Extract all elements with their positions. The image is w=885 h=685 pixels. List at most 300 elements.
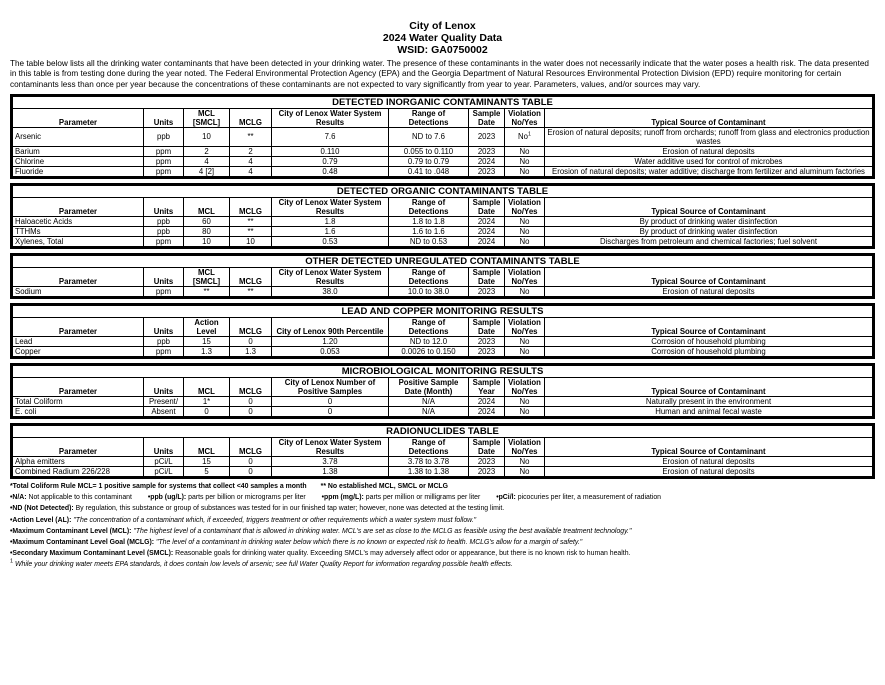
cell-date	[469, 166, 505, 176]
cell-param	[13, 336, 144, 346]
column-header: Typical Source of Contaminant	[545, 267, 873, 286]
cell-violation	[505, 286, 545, 296]
table-caption: OTHER DETECTED UNREGULATED CONTAMINANTS TABLE	[13, 255, 873, 267]
column-header: City of Lenox Water System Results	[272, 197, 389, 216]
cell-value: Water additive used for control of microbes	[634, 156, 783, 166]
cell-param	[13, 216, 144, 226]
table-caption: DETECTED ORGANIC CONTAMINANTS TABLE	[13, 185, 873, 197]
cell-violation	[505, 146, 545, 156]
ppm-term: •ppm (mg/L):	[321, 494, 364, 502]
column-header: MCL [SMCL]	[184, 108, 230, 127]
intro-paragraph: The table below lists all the drinking water contaminants that have been detected in your drinking water. The presence of these contaminants in the water does not necessarily indicate that the water poses a health risk. The data presented in this table is from testing done during the year noted. The Federal Environmental Protection Agency (EPA) and the Georgia Department of Natural Resources Environmental Protection Division (EPD) require monitoring for certain contaminants less than once per year because the concentrations of these contaminants are not expected to vary significantly from year to year. Parameters, values, and/or sources may vary.	[10, 59, 869, 89]
cell-param	[13, 166, 144, 176]
cell-mclg	[230, 236, 272, 246]
cell-result	[272, 236, 389, 246]
cell-param	[13, 346, 144, 356]
cell-value: ND to 12.0	[409, 336, 448, 346]
cell-value: 2024	[477, 396, 496, 406]
cell-value: 0.79 to 0.79	[407, 156, 450, 166]
cell-mclg	[230, 156, 272, 166]
cell-param	[13, 396, 144, 406]
footnote-reference: 1	[527, 131, 532, 138]
cell-value: 1.3	[245, 346, 256, 356]
cell-param	[13, 127, 144, 146]
column-header: Violation No/Yes	[505, 437, 545, 456]
cell-mclg	[230, 346, 272, 356]
cell-result	[272, 336, 389, 346]
cell-value: ND to 7.6	[412, 132, 445, 142]
column-header: Parameter	[13, 197, 144, 216]
cell-range	[389, 226, 469, 236]
cell-date	[469, 156, 505, 166]
cell-mclg	[230, 146, 272, 156]
data-table	[12, 96, 873, 177]
column-header: City of Lenox 90th Percentile	[272, 317, 389, 336]
cell-value: 1.38	[322, 466, 338, 476]
coliform-rule-note: *Total Coliform Rule MCL= 1 positive sample for systems that collect <40 samples a month	[10, 482, 307, 490]
cell-value: 0.055 to 0.110	[403, 146, 454, 156]
table-row	[13, 456, 873, 466]
column-header: Violation No/Yes	[505, 197, 545, 216]
cell-value: 0	[248, 456, 253, 466]
cell-value: Lead	[15, 336, 33, 346]
cell-value: 3.78 to 3.78	[407, 456, 450, 466]
cell-violation	[505, 346, 545, 356]
cell-value: 4	[248, 166, 253, 176]
cell-range	[389, 156, 469, 166]
ppm-definition: parts per million or milligrams per liter	[363, 494, 481, 502]
cell-value: Erosion of natural deposits; water additive; discharge from fertilizer and aluminum factories	[552, 166, 865, 176]
column-header: Sample Date	[469, 197, 505, 216]
cell-date	[469, 346, 505, 356]
pci-definition: picocuries per liter, a measurement of radiation	[515, 494, 661, 502]
cell-value: No	[519, 406, 530, 416]
cell-value: 2024	[477, 406, 496, 416]
cell-value: No	[519, 236, 530, 246]
table-row	[13, 406, 873, 416]
cell-value: 0.110	[320, 146, 340, 156]
table-row	[13, 216, 873, 226]
cell-units	[144, 146, 184, 156]
cell-units	[144, 336, 184, 346]
cell-result	[272, 166, 389, 176]
cell-mcl	[184, 346, 230, 356]
footnote-mark: 1	[10, 559, 14, 566]
column-header: Typical Source of Contaminant	[545, 197, 873, 216]
cell-value: ppb	[156, 336, 170, 346]
cell-result	[272, 456, 389, 466]
cell-mclg	[230, 127, 272, 146]
cell-value: 0	[248, 466, 253, 476]
cell-result	[272, 216, 389, 226]
cell-units	[144, 346, 184, 356]
cell-mcl	[184, 216, 230, 226]
cell-units	[144, 226, 184, 236]
column-header: City of Lenox Water System Results	[272, 437, 389, 456]
cell-violation	[505, 166, 545, 176]
cell-value: Sodium	[15, 286, 42, 296]
column-header: Units	[144, 317, 184, 336]
mcl-term: •Maximum Contaminant Level (MCL):	[10, 527, 132, 535]
cell-source	[545, 127, 873, 146]
cell-value: No	[519, 146, 530, 156]
column-header: Units	[144, 197, 184, 216]
cell-value: 1*	[202, 396, 211, 406]
data-table	[12, 305, 873, 357]
cell-range	[389, 286, 469, 296]
cell-value: 1.3	[201, 346, 212, 356]
cell-violation	[505, 456, 545, 466]
contaminant-table	[10, 303, 875, 359]
cell-value: 38.0	[322, 286, 338, 296]
data-table	[12, 185, 873, 247]
cell-value: 0	[248, 406, 253, 416]
cell-value: **	[247, 216, 254, 226]
cell-mclg	[230, 336, 272, 346]
contaminant-table	[10, 183, 875, 249]
cell-value: 80	[202, 226, 211, 236]
header-row	[13, 377, 873, 396]
cell-value: 4	[248, 156, 253, 166]
al-definition: "The concentration of a contaminant which, if exceeded, triggers treatment or other requirements which a water system must follow."	[71, 516, 477, 524]
cell-value: 4 [2]	[198, 166, 215, 176]
cell-param	[13, 146, 144, 156]
cell-date	[469, 146, 505, 156]
cell-range	[389, 236, 469, 246]
cell-value: 2023	[477, 336, 496, 346]
column-header: MCL	[184, 437, 230, 456]
cell-result	[272, 146, 389, 156]
cell-value: 0.053	[320, 346, 340, 356]
cell-param	[13, 226, 144, 236]
cell-value: 4	[204, 156, 209, 166]
cell-value: No	[519, 226, 530, 236]
table-row	[13, 226, 873, 236]
cell-value: 1.20	[322, 336, 338, 346]
column-header: Parameter	[13, 317, 144, 336]
cell-mcl	[184, 166, 230, 176]
cell-date	[469, 216, 505, 226]
contaminant-table	[10, 363, 875, 419]
table-row	[13, 166, 873, 176]
cell-mclg	[230, 466, 272, 476]
cell-result	[272, 396, 389, 406]
cell-value: Erosion of natural deposits	[662, 146, 755, 156]
cell-date	[469, 406, 505, 416]
cell-value: 2023	[477, 286, 496, 296]
cell-units	[144, 156, 184, 166]
cell-value: **	[203, 286, 210, 296]
cell-value: Alpha emitters	[15, 456, 65, 466]
title-line-report: 2024 Water Quality Data	[382, 32, 503, 44]
cell-value: No	[517, 132, 528, 142]
header-row	[13, 317, 873, 336]
column-header: Typical Source of Contaminant	[545, 317, 873, 336]
column-header: MCLG	[230, 108, 272, 127]
column-header: MCLG	[230, 317, 272, 336]
cell-value: 2024	[477, 156, 496, 166]
cell-value: Human and animal fecal waste	[655, 406, 762, 416]
cell-value: ppm	[155, 236, 172, 246]
cell-units	[144, 166, 184, 176]
column-header: Typical Source of Contaminant	[545, 108, 873, 127]
cell-range	[389, 146, 469, 156]
cell-value: 10.0 to 38.0	[407, 286, 450, 296]
column-header: Violation No/Yes	[505, 108, 545, 127]
cell-violation	[505, 127, 545, 146]
cell-value: Fluoride	[15, 166, 44, 176]
cell-value: 5	[204, 466, 209, 476]
cell-value: 2023	[477, 132, 496, 142]
cell-mcl	[184, 456, 230, 466]
cell-value: By product of drinking water disinfection	[639, 216, 778, 226]
cell-mcl	[184, 396, 230, 406]
cell-value: 0.53	[322, 236, 338, 246]
cell-violation	[505, 396, 545, 406]
cell-result	[272, 226, 389, 236]
cell-range	[389, 406, 469, 416]
table-row	[13, 127, 873, 146]
cell-value: N/A	[422, 396, 435, 406]
note-nd	[10, 503, 875, 514]
cell-value: N/A	[422, 406, 435, 416]
cell-value: Erosion of natural deposits	[662, 456, 755, 466]
column-header: Range of Detections	[389, 317, 469, 336]
cell-value: Total Coliform	[15, 396, 63, 406]
table-caption: DETECTED INORGANIC CONTAMINANTS TABLE	[13, 96, 873, 108]
cell-source	[545, 146, 873, 156]
cell-source	[545, 346, 873, 356]
cell-value: 0	[248, 396, 253, 406]
cell-value: 0	[204, 406, 209, 416]
cell-param	[13, 236, 144, 246]
cell-value: 15	[202, 336, 211, 346]
cell-param	[13, 156, 144, 166]
cell-value: No	[519, 286, 530, 296]
no-established-note: ** No established MCL, SMCL or MCLG	[320, 482, 448, 490]
table-row	[13, 336, 873, 346]
column-header: City of Lenox Water System Results	[272, 108, 389, 127]
cell-value: 2024	[477, 236, 496, 246]
column-header: Units	[144, 108, 184, 127]
ppb-term: •ppb (ug/L):	[147, 494, 187, 502]
cell-param	[13, 456, 144, 466]
cell-mclg	[230, 456, 272, 466]
cell-param	[13, 466, 144, 476]
cell-source	[545, 466, 873, 476]
cell-violation	[505, 336, 545, 346]
column-header: MCL	[184, 377, 230, 396]
cell-value: ppb	[156, 226, 170, 236]
cell-value: No	[519, 336, 530, 346]
cell-value: 1.8 to 1.8	[412, 216, 445, 226]
cell-value: pCi/L	[154, 456, 173, 466]
na-definition: Not applicable to this contaminant	[26, 494, 132, 502]
cell-value: ppm	[155, 156, 172, 166]
cell-result	[272, 156, 389, 166]
column-header: Parameter	[13, 437, 144, 456]
column-header: Sample Date	[469, 267, 505, 286]
cell-violation	[505, 236, 545, 246]
column-header: Range of Detections	[389, 267, 469, 286]
document-page	[10, 0, 875, 571]
cell-value: **	[247, 132, 254, 142]
cell-value: Arsenic	[15, 132, 41, 142]
al-term: •Action Level (AL):	[10, 516, 72, 524]
table-row	[13, 156, 873, 166]
cell-value: 10	[246, 236, 255, 246]
table-row	[13, 146, 873, 156]
document-title	[10, 20, 875, 56]
cell-value: 2023	[477, 456, 496, 466]
column-header: Units	[144, 377, 184, 396]
column-header: MCLG	[230, 437, 272, 456]
cell-source	[545, 286, 873, 296]
table-row	[13, 286, 873, 296]
pci-term: •pCi/l:	[496, 494, 516, 502]
column-header: MCL	[184, 197, 230, 216]
column-header: Range of Detections	[389, 197, 469, 216]
cell-date	[469, 236, 505, 246]
cell-range	[389, 396, 469, 406]
cell-value: Erosion of natural deposits; runoff from orchards; runoff from glass and electronics production wastes	[547, 127, 870, 146]
header-row	[13, 267, 873, 286]
cell-date	[469, 336, 505, 346]
cell-value: Discharges from petroleum and chemical factories; fuel solvent	[599, 236, 818, 246]
note-line-2	[10, 492, 875, 503]
data-table	[12, 365, 873, 417]
cell-value: 1.38 to 1.38	[407, 466, 450, 476]
cell-mcl	[184, 146, 230, 156]
cell-result	[272, 127, 389, 146]
column-header: Violation No/Yes	[505, 317, 545, 336]
cell-mclg	[230, 396, 272, 406]
cell-value: Erosion of natural deposits	[662, 466, 755, 476]
cell-value: Absent	[151, 406, 176, 416]
cell-source	[545, 216, 873, 226]
column-header: Violation No/Yes	[505, 267, 545, 286]
cell-source	[545, 236, 873, 246]
cell-mcl	[184, 226, 230, 236]
column-header: MCLG	[230, 267, 272, 286]
cell-value: Erosion of natural deposits	[662, 286, 755, 296]
cell-value: Copper	[15, 346, 41, 356]
cell-value: ppb	[156, 132, 170, 142]
cell-value: No	[519, 466, 530, 476]
title-line-city: City of Lenox	[409, 20, 476, 32]
cell-value: pCi/L	[154, 466, 173, 476]
column-header: MCL [SMCL]	[184, 267, 230, 286]
cell-mclg	[230, 216, 272, 226]
cell-mcl	[184, 466, 230, 476]
table-row	[13, 396, 873, 406]
header-row	[13, 108, 873, 127]
note-smcl	[10, 548, 875, 559]
cell-units	[144, 236, 184, 246]
cell-date	[469, 226, 505, 236]
cell-mcl	[184, 156, 230, 166]
header-row	[13, 197, 873, 216]
cell-units	[144, 456, 184, 466]
cell-value: ppm	[155, 286, 172, 296]
cell-value: 1.6	[324, 226, 336, 236]
cell-units	[144, 286, 184, 296]
cell-value: 7.6	[324, 132, 336, 142]
cell-result	[272, 286, 389, 296]
cell-value: No	[519, 396, 530, 406]
table-row	[13, 346, 873, 356]
column-header: City of Lenox Number of Positive Samples	[272, 377, 389, 396]
header-row	[13, 437, 873, 456]
cell-units	[144, 406, 184, 416]
column-header: Sample Date	[469, 437, 505, 456]
cell-value: Xylenes, Total	[15, 236, 64, 246]
cell-date	[469, 456, 505, 466]
contaminant-table	[10, 253, 875, 299]
cell-value: 0.0026 to 0.150	[401, 346, 456, 356]
cell-value: 2023	[477, 146, 496, 156]
column-header: Positive Sample Date (Month)	[389, 377, 469, 396]
column-header: Parameter	[13, 377, 144, 396]
cell-value: ppb	[156, 216, 170, 226]
cell-mcl	[184, 336, 230, 346]
cell-range	[389, 127, 469, 146]
cell-mclg	[230, 406, 272, 416]
cell-value: 0.41 to .048	[407, 166, 450, 176]
column-header: Parameter	[13, 267, 144, 286]
cell-value: TTHMs	[15, 226, 41, 236]
cell-value: ppm	[155, 346, 172, 356]
column-header: Units	[144, 267, 184, 286]
cell-value: 15	[202, 456, 211, 466]
cell-range	[389, 466, 469, 476]
cell-range	[389, 166, 469, 176]
cell-value: No	[519, 456, 530, 466]
cell-violation	[505, 216, 545, 226]
column-header: Action Level	[184, 317, 230, 336]
cell-param	[13, 286, 144, 296]
cell-violation	[505, 406, 545, 416]
cell-mcl	[184, 286, 230, 296]
note-mcl	[10, 526, 875, 537]
cell-range	[389, 336, 469, 346]
cell-source	[545, 226, 873, 236]
column-header: MCLG	[230, 197, 272, 216]
cell-units	[144, 396, 184, 406]
cell-source	[545, 406, 873, 416]
cell-mcl	[184, 236, 230, 246]
cell-value: 2	[248, 146, 253, 156]
note-footnote	[10, 559, 875, 570]
cell-violation	[505, 226, 545, 236]
cell-mclg	[230, 166, 272, 176]
cell-value: 2024	[477, 226, 496, 236]
ppb-definition: parts per billion or micrograms per liter	[186, 494, 306, 502]
cell-violation	[505, 156, 545, 166]
cell-value: 60	[202, 216, 211, 226]
column-header: Typical Source of Contaminant	[545, 437, 873, 456]
cell-date	[469, 466, 505, 476]
note-line-1	[10, 481, 875, 492]
tables-container	[10, 94, 875, 479]
cell-value: Combined Radium 226/228	[15, 466, 110, 476]
cell-result	[272, 346, 389, 356]
cell-value: ppm	[155, 146, 172, 156]
table-caption: RADIONUCLIDES TABLE	[13, 425, 873, 437]
cell-param	[13, 406, 144, 416]
cell-value: 2	[204, 146, 209, 156]
cell-date	[469, 396, 505, 406]
